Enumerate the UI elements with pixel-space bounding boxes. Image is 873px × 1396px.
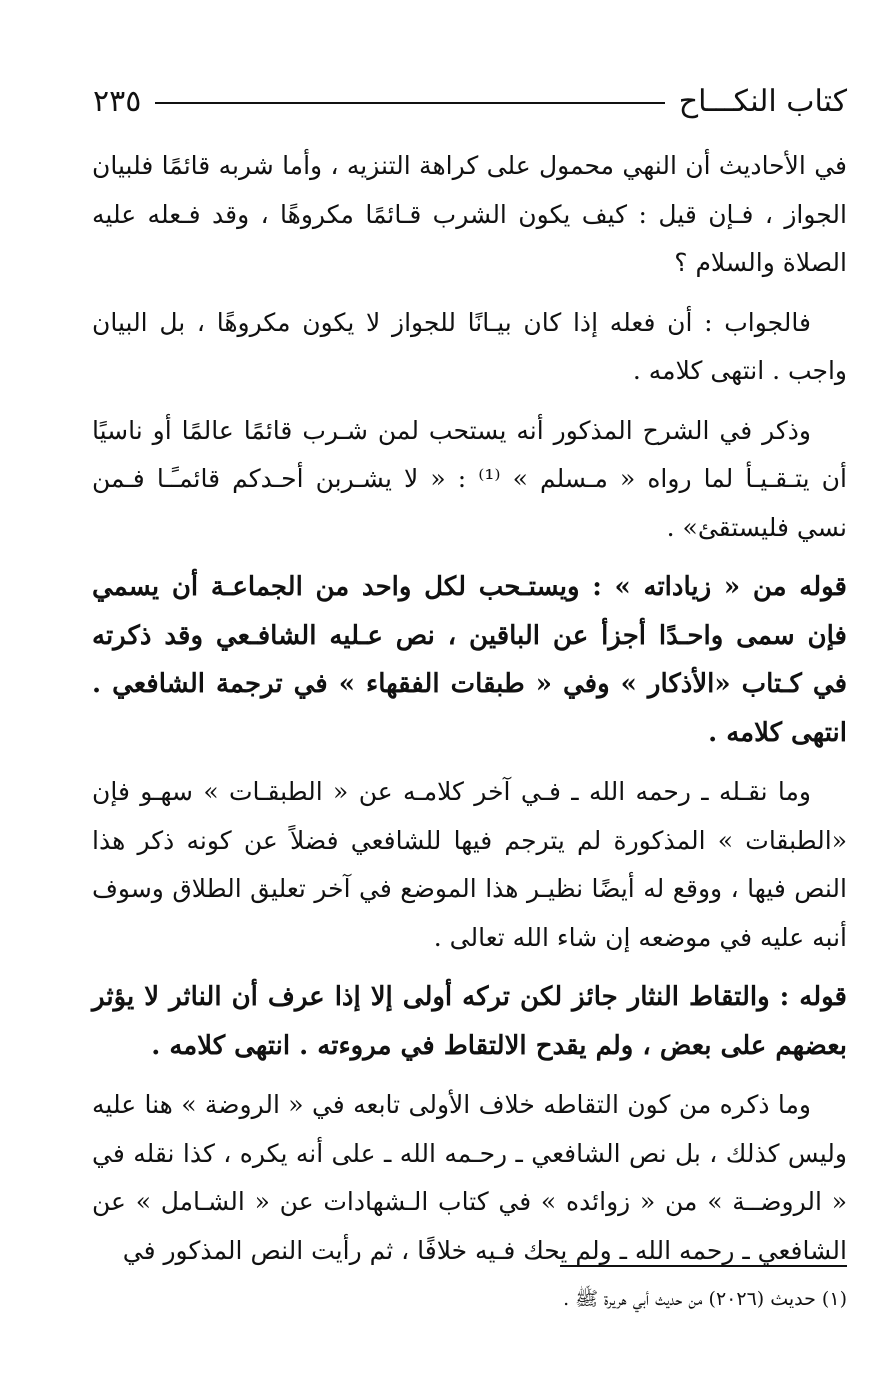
main-text	[92, 142, 847, 1286]
footnote: (١) حديث (٢٠٢٦) من حديث أبي هريرة ﷺ .	[563, 1288, 847, 1310]
page-number: ٢٣٥	[93, 83, 142, 119]
header-rule	[155, 102, 664, 104]
quoted-statement: قوله : والتقاط النثار جائز لكن تركه أولى إلا إذا عرف أن الناثر لا يؤثر بعضهم على بعض ، ولم يقدح الالتقاط في مروءته . انتهى كلامه .	[92, 982, 847, 1061]
running-title: كتاب النكـــاح	[678, 83, 847, 119]
paragraph: وذكر في الشرح المذكور أنه يستحب لمن شـرب قائمًا عالمًا أو ناسيًا أن يتـقـيـأ لما رواه « مـسلم » ⁽¹⁾ : « لا يشـربن أحـدكم قائمـًـا فـمن نسي فليستقئ» .	[92, 415, 847, 542]
paragraph: وما ذكره من كون التقاطه خلاف الأولى تابعه في « الروضة » هنا عليه وليس كذلك ، بل نص الشافعي ـ رحـمه الله ـ على أنه يكره ، كذا نقله في « الروضــة » من « زوائده » في كتاب الـشهادات عن « الشـامل » عن الشافعي ـ رحمه الله ـ ولم يحك فـيه خلافًا ، ثم رأيت النص المذكور في	[92, 1090, 847, 1265]
paragraph: في الأحاديث أن النهي محمول على كراهة التنزيه ، وأما شربه قائمًا فلبيان الجواز ، فـإن قيل : كيف يكون الشرب قـائمًا مكروهًا ، وقد فـعله عليه الصلاة والسلام ؟	[92, 151, 847, 277]
quoted-statement: قوله من « زياداته » : ويستـحب لكل واحد من الجماعـة أن يسمي فإن سمى واحـدًا أجزأ عن الباقين ، نص عـليه الشافـعي وقد ذكرته في كـتاب «الأذكار » وفي « طبقات الفقهاء » في ترجمة الشافعي . انتهى كلامه .	[92, 572, 847, 748]
paragraph: وما نقـله ـ رحمه الله ـ فـي آخر كلامـه عن « الطبقـات » سهـو فإن «الطبقات » المذكورة لم يترجم فيها للشافعي فضلاً عن كونه ذكر هذا النص فيها ، ووقع له أيضًا نظيـر هذا الموضع في آخر تعليق الطلاق وسوف أنبه عليه في موضعه إن شاء الله تعالى .	[92, 777, 847, 952]
footnote-rule	[560, 1265, 847, 1267]
paragraph: فالجواب : أن فعله إذا كان بيـانًا للجواز لا يكون مكروهًا ، بل البيان واجب . انتهى كلامه .	[92, 307, 847, 385]
page-header	[93, 80, 847, 122]
